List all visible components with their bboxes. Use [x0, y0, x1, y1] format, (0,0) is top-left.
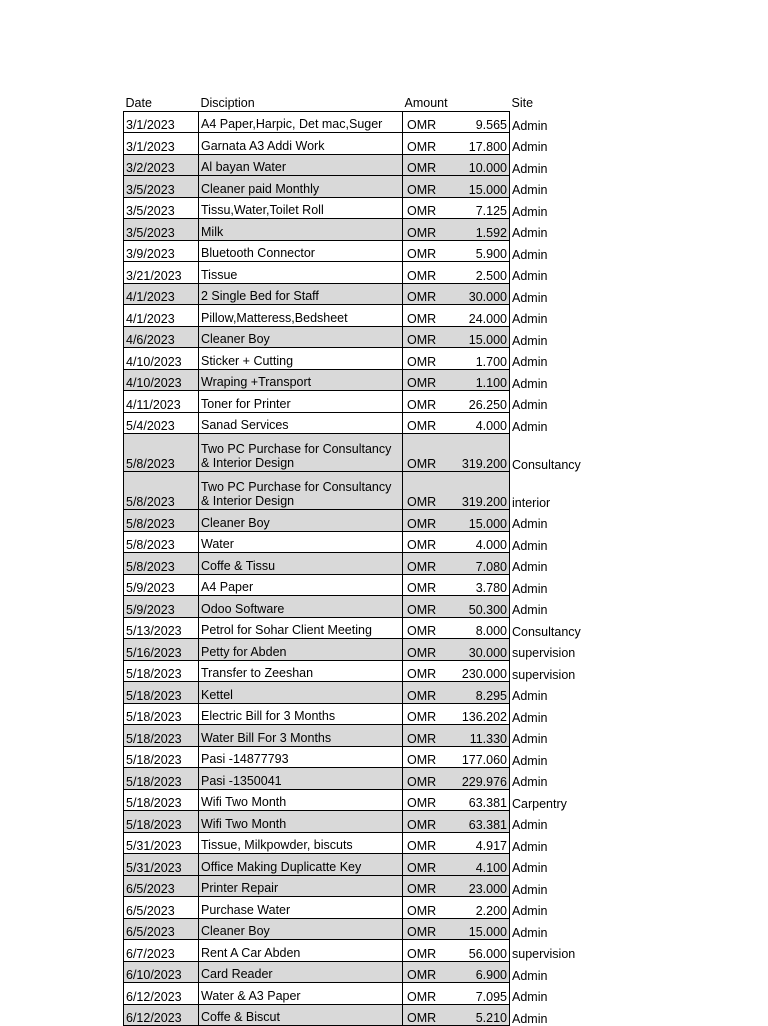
date-cell: 5/9/2023 [124, 596, 199, 618]
currency-cell: OMR [403, 574, 453, 596]
site-cell: Admin [510, 854, 590, 876]
amount-cell: 3.780 [453, 574, 510, 596]
currency-cell: OMR [403, 283, 453, 305]
table-row [124, 961, 590, 983]
table-row [124, 617, 590, 639]
table-row [124, 854, 590, 876]
table-row [124, 660, 590, 682]
table-row [124, 197, 590, 219]
header-date: Date [125, 95, 152, 110]
date-cell: 6/5/2023 [124, 918, 199, 940]
amount-cell: 50.300 [453, 596, 510, 618]
amount-cell: 56.000 [453, 940, 510, 962]
description-cell: Kettel [199, 682, 403, 704]
date-cell: 6/7/2023 [124, 940, 199, 962]
site-cell: Admin [512, 398, 548, 412]
currency-cell: OMR [403, 305, 453, 327]
description-cell: Coffe & Tissu [199, 553, 403, 575]
date-cell: 3/1/2023 [124, 111, 199, 133]
currency-cell: OMR [403, 918, 453, 940]
amount-cell: 1.592 [453, 219, 510, 241]
site-cell: Admin [510, 283, 590, 305]
currency-cell: OMR [403, 961, 453, 983]
description-cell: Sticker + Cutting [199, 348, 403, 370]
currency-cell: OMR [403, 897, 453, 919]
table-row [124, 832, 590, 854]
currency-cell: OMR [403, 510, 453, 532]
table-row [124, 1004, 590, 1026]
table-row [124, 326, 590, 348]
date-cell: 5/18/2023 [124, 811, 199, 833]
table-body [124, 111, 590, 1026]
site-cell: Admin [512, 839, 548, 854]
currency-cell: OMR [403, 434, 453, 472]
site-cell: Admin [510, 510, 590, 532]
table-row [124, 283, 590, 305]
date-cell: 6/12/2023 [124, 1004, 199, 1026]
description-cell: Garnata A3 Addi Work [199, 133, 403, 155]
table-row [124, 412, 590, 434]
site-cell: Admin [512, 118, 548, 133]
currency-cell: OMR [403, 768, 453, 790]
site-cell: Admin [510, 682, 590, 704]
currency-cell: OMR [403, 219, 453, 241]
site-cell: Admin [510, 811, 590, 833]
amount-cell: 1.700 [453, 348, 510, 370]
currency-cell: OMR [403, 811, 453, 833]
site-cell: Admin [510, 219, 590, 241]
description-cell: Pasi -14877793 [199, 746, 403, 768]
currency-cell: OMR [403, 832, 453, 854]
currency-cell: OMR [403, 875, 453, 897]
amount-cell: 8.295 [453, 682, 510, 704]
date-cell: 4/1/2023 [124, 283, 199, 305]
description-cell: Transfer to Zeeshan [199, 660, 403, 682]
currency-cell: OMR [403, 725, 453, 747]
date-cell: 5/8/2023 [124, 472, 199, 510]
date-cell: 6/10/2023 [124, 961, 199, 983]
description-cell: Wifi Two Month [199, 811, 403, 833]
site-cell: Admin [512, 581, 548, 596]
site-cell: Admin [512, 355, 548, 369]
amount-cell: 63.381 [453, 811, 510, 833]
site-cell: Admin [510, 326, 590, 348]
date-cell: 3/5/2023 [124, 219, 199, 241]
site-cell: Admin [512, 312, 548, 326]
table-row [124, 789, 590, 811]
currency-cell: OMR [403, 391, 453, 413]
amount-cell: 30.000 [453, 283, 510, 305]
header-site: Site [511, 96, 534, 110]
amount-cell: 4.000 [453, 412, 510, 434]
table-row [124, 703, 590, 725]
description-cell: Wraping +Transport [199, 369, 403, 391]
description-cell: Tissu,Water,Toilet Roll [199, 197, 403, 219]
header-row [124, 90, 590, 111]
amount-cell: 6.900 [453, 961, 510, 983]
site-cell: Admin [512, 753, 548, 768]
amount-cell: 229.976 [453, 768, 510, 790]
description-cell: Water Bill For 3 Months [199, 725, 403, 747]
date-cell: 5/31/2023 [124, 832, 199, 854]
currency-cell: OMR [403, 983, 453, 1005]
amount-cell: 7.125 [453, 197, 510, 219]
amount-cell: 1.100 [453, 369, 510, 391]
currency-cell: OMR [403, 412, 453, 434]
currency-cell: OMR [403, 854, 453, 876]
table-row [124, 472, 590, 510]
amount-cell: 8.000 [453, 617, 510, 639]
table-row [124, 391, 590, 413]
currency-cell: OMR [403, 746, 453, 768]
table-row [124, 434, 590, 472]
currency-cell: OMR [403, 531, 453, 553]
description-cell: Purchase Water [199, 897, 403, 919]
site-cell: Carpentry [512, 796, 567, 811]
site-cell: Admin [510, 154, 590, 176]
currency-cell: OMR [403, 154, 453, 176]
table-row [124, 133, 590, 155]
table-row [124, 219, 590, 241]
amount-cell: 5.900 [453, 240, 510, 262]
description-cell: Pasi -1350041 [199, 768, 403, 790]
description-cell: Bluetooth Connector [199, 240, 403, 262]
table-row [124, 510, 590, 532]
site-cell: Admin [510, 1004, 590, 1026]
currency-cell: OMR [403, 789, 453, 811]
site-cell: Admin [512, 140, 548, 154]
date-cell: 3/2/2023 [124, 154, 199, 176]
description-cell: Wifi Two Month [199, 789, 403, 811]
amount-cell: 10.000 [453, 154, 510, 176]
currency-cell: OMR [403, 703, 453, 725]
table-row [124, 574, 590, 596]
expense-table [123, 90, 590, 1026]
date-cell: 5/31/2023 [124, 854, 199, 876]
amount-cell: 30.000 [453, 639, 510, 661]
currency-cell: OMR [403, 197, 453, 219]
date-cell: 3/9/2023 [124, 240, 199, 262]
site-cell: Admin [510, 768, 590, 790]
date-cell: 4/11/2023 [124, 391, 199, 413]
currency-cell: OMR [403, 940, 453, 962]
amount-cell: 2.200 [453, 897, 510, 919]
table-row [124, 897, 590, 919]
date-cell: 5/16/2023 [124, 639, 199, 661]
site-cell: Consultancy [510, 434, 590, 472]
site-cell: Admin [512, 538, 548, 553]
description-cell: Petty for Abden [199, 639, 403, 661]
currency-cell: OMR [403, 240, 453, 262]
table-row [124, 768, 590, 790]
date-cell: 5/18/2023 [124, 682, 199, 704]
table-row [124, 176, 590, 198]
date-cell: 5/18/2023 [124, 746, 199, 768]
amount-cell: 4.917 [453, 832, 510, 854]
site-cell: Consultancy [512, 624, 581, 639]
description-cell: Petrol for Sohar Client Meeting [199, 617, 403, 639]
description-cell: Cleaner Boy [199, 918, 403, 940]
date-cell: 5/18/2023 [124, 768, 199, 790]
site-cell: Admin [510, 596, 590, 618]
date-cell: 5/18/2023 [124, 725, 199, 747]
date-cell: 5/18/2023 [124, 703, 199, 725]
table-row [124, 369, 590, 391]
currency-cell: OMR [403, 682, 453, 704]
header-description: Disciption [200, 95, 255, 110]
table-row [124, 111, 590, 133]
currency-cell: OMR [403, 111, 453, 133]
date-cell: 4/1/2023 [124, 305, 199, 327]
site-cell: Admin [510, 176, 590, 198]
amount-cell: 63.381 [453, 789, 510, 811]
description-cell: Odoo Software [199, 596, 403, 618]
date-cell: 4/6/2023 [124, 326, 199, 348]
table-row [124, 875, 590, 897]
description-cell: Rent A Car Abden [199, 940, 403, 962]
amount-cell: 4.000 [453, 531, 510, 553]
currency-cell: OMR [403, 1004, 453, 1026]
currency-cell: OMR [403, 133, 453, 155]
amount-cell: 15.000 [453, 326, 510, 348]
table-row [124, 596, 590, 618]
site-cell: Admin [512, 204, 548, 219]
table-row [124, 746, 590, 768]
description-cell: Sanad Services [199, 412, 403, 434]
site-cell: Admin [512, 269, 548, 283]
site-cell: Admin [510, 553, 590, 575]
table-row [124, 262, 590, 284]
date-cell: 5/18/2023 [124, 660, 199, 682]
table-row [124, 940, 590, 962]
description-cell: Milk [199, 219, 403, 241]
site-cell: Admin [512, 419, 548, 434]
table-row [124, 531, 590, 553]
description-cell: Two PC Purchase for Consultancy & Interior Design [199, 434, 403, 472]
table-row [124, 348, 590, 370]
date-cell: 5/8/2023 [124, 510, 199, 532]
amount-cell: 15.000 [453, 510, 510, 532]
date-cell: 4/10/2023 [124, 348, 199, 370]
site-cell: Admin [512, 904, 548, 918]
amount-cell: 4.100 [453, 854, 510, 876]
amount-cell: 15.000 [453, 176, 510, 198]
description-cell: Water [199, 531, 403, 553]
date-cell: 6/5/2023 [124, 875, 199, 897]
currency-cell: OMR [403, 553, 453, 575]
currency-cell: OMR [403, 176, 453, 198]
description-cell: Tissue [199, 262, 403, 284]
table-row [124, 983, 590, 1005]
description-cell: A4 Paper,Harpic, Det mac,Suger [199, 111, 403, 133]
amount-cell: 2.500 [453, 262, 510, 284]
site-cell: supervision [512, 947, 576, 961]
amount-cell: 230.000 [453, 660, 510, 682]
description-cell: Electric Bill for 3 Months [199, 703, 403, 725]
currency-cell: OMR [403, 660, 453, 682]
amount-cell: 319.200 [453, 434, 510, 472]
date-cell: 3/1/2023 [124, 133, 199, 155]
date-cell: 5/18/2023 [124, 789, 199, 811]
date-cell: 4/10/2023 [124, 369, 199, 391]
site-cell: Admin [512, 247, 548, 262]
date-cell: 3/21/2023 [124, 262, 199, 284]
site-cell: Admin [510, 725, 590, 747]
site-cell: supervision [512, 667, 576, 682]
description-cell: Cleaner paid Monthly [199, 176, 403, 198]
date-cell: 5/13/2023 [124, 617, 199, 639]
description-cell: Cleaner Boy [199, 326, 403, 348]
site-cell: supervision [510, 639, 590, 661]
amount-cell: 136.202 [453, 703, 510, 725]
amount-cell: 7.080 [453, 553, 510, 575]
site-cell: Admin [510, 918, 590, 940]
amount-cell: 15.000 [453, 918, 510, 940]
amount-cell: 7.095 [453, 983, 510, 1005]
description-cell: Al bayan Water [199, 154, 403, 176]
table-row [124, 240, 590, 262]
table-row [124, 918, 590, 940]
description-cell: Tissue, Milkpowder, biscuts [199, 832, 403, 854]
currency-cell: OMR [403, 472, 453, 510]
table-row [124, 682, 590, 704]
table-row [124, 305, 590, 327]
description-cell: Water & A3 Paper [199, 983, 403, 1005]
description-cell: Pillow,Matteress,Bedsheet [199, 305, 403, 327]
site-cell: Admin [510, 369, 590, 391]
date-cell: 3/5/2023 [124, 176, 199, 198]
date-cell: 3/5/2023 [124, 197, 199, 219]
date-cell: 6/12/2023 [124, 983, 199, 1005]
description-cell: 2 Single Bed for Staff [199, 283, 403, 305]
table-row [124, 154, 590, 176]
site-cell: Admin [510, 961, 590, 983]
date-cell: 5/4/2023 [124, 412, 199, 434]
amount-cell: 23.000 [453, 875, 510, 897]
site-cell: interior [510, 472, 590, 510]
currency-cell: OMR [403, 326, 453, 348]
description-cell: Two PC Purchase for Consultancy & Interior Design [199, 472, 403, 510]
currency-cell: OMR [403, 617, 453, 639]
amount-cell: 9.565 [453, 111, 510, 133]
currency-cell: OMR [403, 348, 453, 370]
site-cell: Admin [512, 710, 548, 725]
amount-cell: 319.200 [453, 472, 510, 510]
date-cell: 6/5/2023 [124, 897, 199, 919]
description-cell: Office Making Duplicatte Key [199, 854, 403, 876]
table-row [124, 639, 590, 661]
site-cell: Admin [512, 990, 548, 1004]
amount-cell: 5.210 [453, 1004, 510, 1026]
description-cell: Printer Repair [199, 875, 403, 897]
currency-cell: OMR [403, 262, 453, 284]
currency-cell: OMR [403, 369, 453, 391]
expense-sheet [123, 90, 590, 1026]
header-amount: Amount [404, 95, 448, 110]
amount-cell: 11.330 [453, 725, 510, 747]
site-cell: Admin [510, 875, 590, 897]
currency-cell: OMR [403, 639, 453, 661]
date-cell: 5/8/2023 [124, 434, 199, 472]
amount-cell: 177.060 [453, 746, 510, 768]
description-cell: Card Reader [199, 961, 403, 983]
currency-cell: OMR [403, 596, 453, 618]
amount-cell: 26.250 [453, 391, 510, 413]
description-cell: Cleaner Boy [199, 510, 403, 532]
description-cell: Toner for Printer [199, 391, 403, 413]
description-cell: A4 Paper [199, 574, 403, 596]
amount-cell: 17.800 [453, 133, 510, 155]
table-row [124, 725, 590, 747]
date-cell: 5/8/2023 [124, 531, 199, 553]
table-row [124, 553, 590, 575]
date-cell: 5/9/2023 [124, 574, 199, 596]
date-cell: 5/8/2023 [124, 553, 199, 575]
description-cell: Coffe & Biscut [199, 1004, 403, 1026]
amount-cell: 24.000 [453, 305, 510, 327]
table-row [124, 811, 590, 833]
